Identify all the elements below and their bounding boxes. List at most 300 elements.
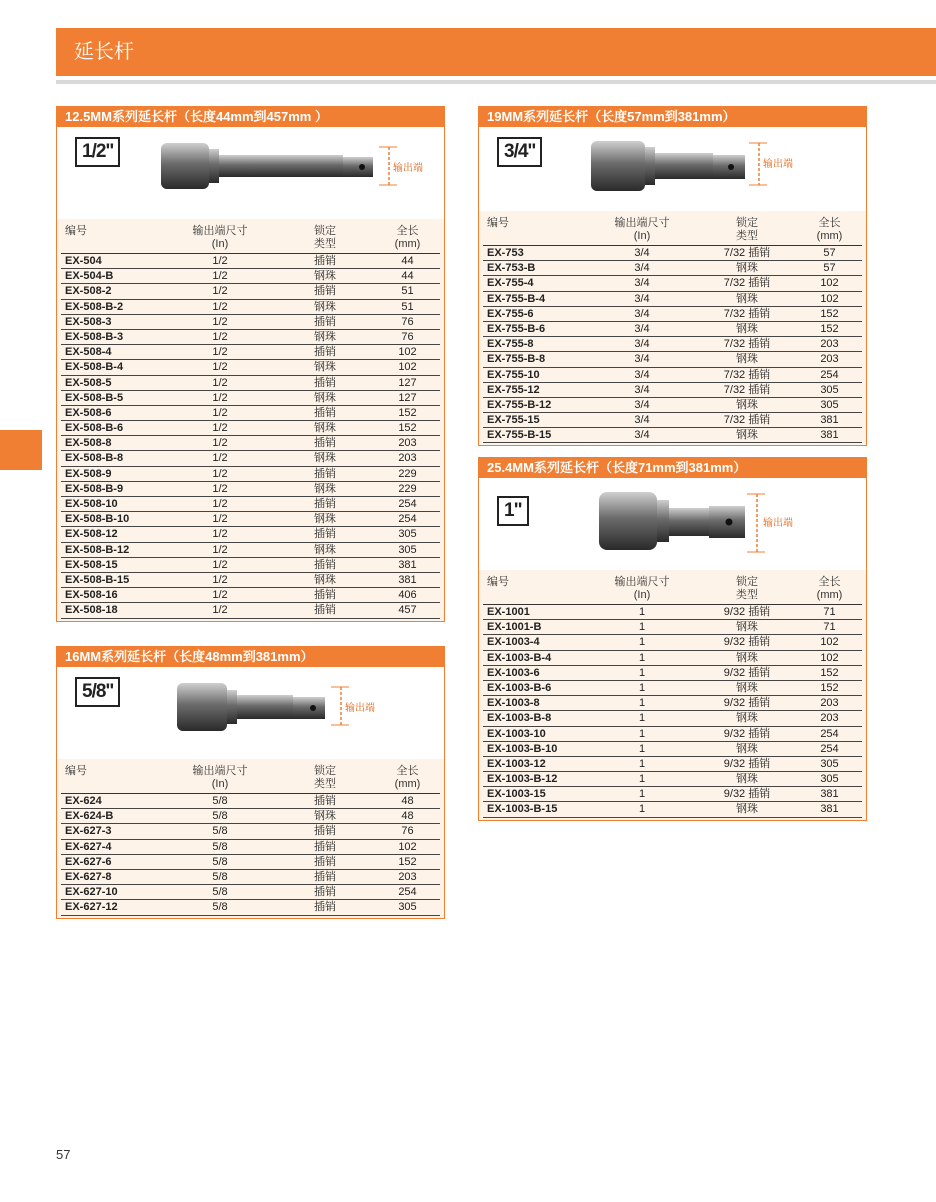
cell-length: 381 bbox=[820, 414, 839, 427]
cell-lock-type: 插销 bbox=[314, 437, 336, 450]
cell-length: 102 bbox=[820, 292, 839, 305]
header-output-size: 输出端尺寸 (In) bbox=[614, 217, 670, 242]
cell-output-size: 1 bbox=[638, 651, 646, 664]
cell-length: 152 bbox=[820, 666, 839, 679]
product-image-area bbox=[57, 127, 444, 219]
table-row bbox=[61, 482, 440, 497]
cell-length: 51 bbox=[401, 285, 414, 298]
cell-code: EX-1003-4 bbox=[487, 636, 540, 649]
cell-code: EX-508-B-2 bbox=[65, 300, 124, 313]
cell-output-size: 1/2 bbox=[212, 285, 228, 298]
cell-code: EX-508-10 bbox=[65, 498, 118, 510]
cell-lock-type: 钢珠 bbox=[314, 300, 336, 313]
cell-output-size: 3/4 bbox=[634, 429, 650, 442]
cell-code: EX-1003-10 bbox=[487, 727, 546, 740]
cell-output-size: 3/4 bbox=[634, 292, 650, 305]
cell-code: EX-624-B bbox=[65, 810, 114, 823]
cell-length: 44 bbox=[401, 270, 414, 283]
cell-length: 254 bbox=[398, 886, 417, 899]
cell-output-size: 3/4 bbox=[634, 247, 650, 259]
table-row bbox=[483, 292, 862, 307]
section-12mm bbox=[56, 106, 445, 622]
cell-output-size: 1/2 bbox=[212, 467, 228, 480]
cell-code: EX-508-15 bbox=[65, 558, 118, 571]
cell-lock-type: 钢珠 bbox=[736, 681, 758, 694]
table-row bbox=[483, 276, 862, 291]
cell-length: 71 bbox=[823, 606, 836, 618]
cell-code: EX-627-3 bbox=[65, 825, 112, 838]
cell-lock-type: 钢珠 bbox=[736, 712, 758, 725]
cell-output-size: 5/8 bbox=[212, 855, 228, 868]
cell-lock-type: 插销 bbox=[314, 255, 336, 267]
cell-length: 381 bbox=[398, 573, 417, 586]
cell-length: 57 bbox=[823, 262, 836, 275]
cell-output-size: 1/2 bbox=[212, 573, 228, 586]
cell-code: EX-508-3 bbox=[65, 315, 112, 328]
cell-code: EX-755-12 bbox=[487, 383, 540, 396]
product-image-area bbox=[479, 127, 866, 211]
spec-table bbox=[479, 211, 866, 445]
cell-code: EX-508-B-5 bbox=[65, 391, 124, 404]
table-row bbox=[483, 307, 862, 322]
header-code: 编号 bbox=[487, 217, 509, 229]
table-row bbox=[61, 376, 440, 391]
cell-code: EX-508-4 bbox=[65, 346, 112, 359]
table-row bbox=[61, 794, 440, 809]
cell-length: 152 bbox=[820, 681, 839, 694]
cell-lock-type: 钢珠 bbox=[314, 573, 336, 586]
cell-code: EX-1003-B-6 bbox=[487, 681, 552, 694]
cell-output-size: 1/2 bbox=[212, 528, 228, 541]
cell-code: EX-755-10 bbox=[487, 368, 540, 381]
cell-output-size: 5/8 bbox=[212, 810, 228, 823]
cell-output-size: 1 bbox=[638, 773, 646, 786]
cell-lock-type: 插销 bbox=[314, 406, 336, 419]
cell-lock-type: 钢珠 bbox=[314, 543, 336, 556]
cell-output-size: 1/2 bbox=[212, 558, 228, 571]
header-output-size: 输出端尺寸 (In) bbox=[192, 765, 248, 790]
cell-length: 127 bbox=[398, 376, 417, 389]
cell-code: EX-508-B-8 bbox=[65, 452, 124, 465]
cell-code: EX-755-8 bbox=[487, 338, 534, 351]
table-row bbox=[61, 497, 440, 512]
cell-code: EX-755-B-12 bbox=[487, 398, 552, 411]
cell-code: EX-755-B-8 bbox=[487, 353, 546, 366]
cell-lock-type: 钢珠 bbox=[314, 422, 336, 435]
table-row bbox=[483, 727, 862, 742]
table-row bbox=[483, 787, 862, 802]
cell-lock-type: 插销 bbox=[314, 315, 336, 328]
cell-lock-type: 插销 bbox=[314, 870, 336, 883]
header-divider bbox=[56, 80, 936, 84]
extension-bar-icon bbox=[587, 129, 867, 201]
output-end-callout: 输出端 bbox=[763, 518, 793, 529]
cell-lock-type: 9/32 插销 bbox=[723, 636, 771, 649]
cell-code: EX-504-B bbox=[65, 270, 114, 283]
cell-output-size: 3/4 bbox=[634, 322, 650, 335]
cell-output-size: 1 bbox=[638, 606, 646, 618]
cell-code: EX-755-6 bbox=[487, 307, 534, 320]
table-row bbox=[61, 284, 440, 299]
cell-lock-type: 9/32 插销 bbox=[723, 606, 771, 618]
table-row bbox=[61, 391, 440, 406]
cell-output-size: 3/4 bbox=[634, 307, 650, 320]
spec-table bbox=[57, 759, 444, 918]
table-row bbox=[483, 352, 862, 367]
cell-output-size: 1 bbox=[638, 757, 646, 770]
extension-bar-icon bbox=[157, 133, 437, 205]
table-header bbox=[61, 225, 440, 254]
header-lock-type: 锁定 类型 bbox=[736, 576, 758, 601]
table-row bbox=[61, 588, 440, 603]
section-25mm bbox=[478, 457, 867, 821]
output-end-callout: 输出端 bbox=[763, 159, 793, 170]
cell-code: EX-508-B-3 bbox=[65, 330, 124, 343]
header-lock-type: 锁定 类型 bbox=[736, 217, 758, 242]
cell-output-size: 3/4 bbox=[634, 262, 650, 275]
cell-length: 203 bbox=[820, 338, 839, 351]
header-length: 全长 (mm) bbox=[816, 217, 843, 242]
cell-output-size: 3/4 bbox=[634, 383, 650, 396]
cell-output-size: 1 bbox=[638, 712, 646, 725]
section-16mm bbox=[56, 646, 445, 919]
cell-code: EX-753 bbox=[487, 247, 524, 259]
cell-lock-type: 7/32 插销 bbox=[723, 383, 771, 396]
cell-code: EX-1003-B-10 bbox=[487, 742, 558, 755]
header-length: 全长 (mm) bbox=[394, 225, 421, 250]
cell-output-size: 1 bbox=[638, 636, 646, 649]
cell-lock-type: 钢珠 bbox=[736, 742, 758, 755]
table-row bbox=[61, 345, 440, 360]
cell-output-size: 1/2 bbox=[212, 589, 228, 602]
cell-length: 305 bbox=[398, 543, 417, 556]
cell-output-size: 1 bbox=[638, 727, 646, 740]
cell-code: EX-1003-12 bbox=[487, 757, 546, 770]
cell-output-size: 1/2 bbox=[212, 255, 228, 267]
drive-size-label: 1/2" bbox=[75, 137, 120, 167]
header-code: 编号 bbox=[487, 576, 509, 588]
cell-length: 203 bbox=[820, 697, 839, 710]
cell-lock-type: 钢珠 bbox=[736, 651, 758, 664]
cell-lock-type: 钢珠 bbox=[314, 361, 336, 374]
cell-code: EX-624 bbox=[65, 795, 102, 807]
table-row bbox=[483, 757, 862, 772]
cell-lock-type: 插销 bbox=[314, 855, 336, 868]
cell-code: EX-1001 bbox=[487, 606, 530, 618]
table-row bbox=[483, 651, 862, 666]
header-lock-type: 锁定 类型 bbox=[314, 225, 336, 250]
cell-length: 76 bbox=[401, 825, 414, 838]
cell-code: EX-627-4 bbox=[65, 840, 112, 853]
cell-output-size: 1 bbox=[638, 666, 646, 679]
table-row bbox=[483, 337, 862, 352]
cell-code: EX-508-18 bbox=[65, 604, 118, 617]
cell-length: 381 bbox=[398, 558, 417, 571]
header-output-size: 输出端尺寸 (In) bbox=[192, 225, 248, 250]
table-row bbox=[61, 885, 440, 900]
cell-output-size: 3/4 bbox=[634, 277, 650, 290]
cell-output-size: 5/8 bbox=[212, 886, 228, 899]
cell-lock-type: 钢珠 bbox=[736, 262, 758, 275]
table-row bbox=[483, 428, 862, 443]
cell-lock-type: 钢珠 bbox=[736, 292, 758, 305]
cell-lock-type: 插销 bbox=[314, 840, 336, 853]
cell-length: 48 bbox=[401, 795, 414, 807]
cell-lock-type: 钢珠 bbox=[736, 353, 758, 366]
cell-length: 152 bbox=[398, 855, 417, 868]
table-row bbox=[483, 413, 862, 428]
cell-length: 102 bbox=[820, 651, 839, 664]
cell-output-size: 1 bbox=[638, 788, 646, 801]
table-row bbox=[61, 330, 440, 345]
cell-length: 381 bbox=[820, 429, 839, 442]
table-row bbox=[61, 573, 440, 588]
cell-lock-type: 插销 bbox=[314, 558, 336, 571]
cell-length: 203 bbox=[820, 353, 839, 366]
cell-lock-type: 钢珠 bbox=[736, 322, 758, 335]
cell-lock-type: 钢珠 bbox=[314, 810, 336, 823]
table-row bbox=[61, 451, 440, 466]
table-row bbox=[61, 870, 440, 885]
cell-output-size: 1/2 bbox=[212, 300, 228, 313]
cell-output-size: 1/2 bbox=[212, 330, 228, 343]
cell-code: EX-1003-8 bbox=[487, 697, 540, 710]
cell-lock-type: 插销 bbox=[314, 467, 336, 480]
table-row bbox=[483, 742, 862, 757]
cell-lock-type: 钢珠 bbox=[314, 330, 336, 343]
cell-length: 71 bbox=[823, 621, 836, 634]
header-output-size: 输出端尺寸 (In) bbox=[614, 576, 670, 601]
cell-code: EX-755-B-15 bbox=[487, 429, 552, 442]
table-row bbox=[483, 368, 862, 383]
cell-output-size: 5/8 bbox=[212, 825, 228, 838]
cell-output-size: 5/8 bbox=[212, 901, 228, 914]
cell-lock-type: 9/32 插销 bbox=[723, 788, 771, 801]
cell-length: 229 bbox=[398, 467, 417, 480]
cell-length: 102 bbox=[398, 361, 417, 374]
cell-code: EX-1003-B-8 bbox=[487, 712, 552, 725]
cell-length: 406 bbox=[398, 589, 417, 602]
cell-lock-type: 9/32 插销 bbox=[723, 666, 771, 679]
cell-output-size: 5/8 bbox=[212, 870, 228, 883]
cell-lock-type: 插销 bbox=[314, 346, 336, 359]
cell-output-size: 3/4 bbox=[634, 368, 650, 381]
cell-code: EX-508-B-4 bbox=[65, 361, 124, 374]
spec-table bbox=[479, 570, 866, 820]
cell-output-size: 1/2 bbox=[212, 406, 228, 419]
cell-lock-type: 插销 bbox=[314, 376, 336, 389]
section-title: 25.4MM系列延长杆（长度71mm到381mm） bbox=[479, 458, 866, 478]
cell-length: 76 bbox=[401, 315, 414, 328]
cell-length: 152 bbox=[398, 422, 417, 435]
cell-length: 203 bbox=[398, 452, 417, 465]
cell-output-size: 1/2 bbox=[212, 437, 228, 450]
table-row bbox=[483, 620, 862, 635]
cell-length: 102 bbox=[398, 840, 417, 853]
cell-length: 457 bbox=[398, 604, 417, 617]
cell-lock-type: 钢珠 bbox=[736, 429, 758, 442]
table-row bbox=[483, 711, 862, 726]
table-row bbox=[483, 246, 862, 261]
cell-length: 57 bbox=[823, 247, 836, 259]
section-title: 16MM系列延长杆（长度48mm到381mm） bbox=[57, 647, 444, 667]
drive-size-label: 1" bbox=[497, 496, 529, 526]
cell-lock-type: 插销 bbox=[314, 604, 336, 617]
table-header bbox=[61, 765, 440, 794]
cell-lock-type: 7/32 插销 bbox=[723, 368, 771, 381]
cell-output-size: 5/8 bbox=[212, 795, 228, 807]
table-row bbox=[483, 605, 862, 620]
cell-code: EX-1003-B-12 bbox=[487, 773, 558, 786]
table-row bbox=[61, 467, 440, 482]
cell-code: EX-753-B bbox=[487, 262, 536, 275]
cell-output-size: 1 bbox=[638, 681, 646, 694]
cell-length: 102 bbox=[820, 277, 839, 290]
cell-lock-type: 插销 bbox=[314, 498, 336, 510]
cell-output-size: 1 bbox=[638, 742, 646, 755]
cell-lock-type: 插销 bbox=[314, 285, 336, 298]
spec-table bbox=[57, 219, 444, 621]
table-row bbox=[61, 855, 440, 870]
section-19mm bbox=[478, 106, 867, 446]
cell-output-size: 1 bbox=[638, 697, 646, 710]
cell-code: EX-1003-6 bbox=[487, 666, 540, 679]
cell-length: 203 bbox=[398, 870, 417, 883]
table-row bbox=[61, 254, 440, 269]
table-row bbox=[61, 512, 440, 527]
cell-code: EX-627-12 bbox=[65, 901, 118, 914]
cell-output-size: 1/2 bbox=[212, 513, 228, 526]
table-row bbox=[61, 527, 440, 542]
table-row bbox=[483, 635, 862, 650]
cell-code: EX-1001-B bbox=[487, 621, 542, 634]
table-row bbox=[483, 383, 862, 398]
cell-lock-type: 插销 bbox=[314, 901, 336, 914]
cell-code: EX-508-6 bbox=[65, 406, 112, 419]
cell-code: EX-1003-15 bbox=[487, 788, 546, 801]
product-image-area bbox=[479, 478, 866, 570]
header-length: 全长 (mm) bbox=[816, 576, 843, 601]
cell-output-size: 1 bbox=[638, 803, 646, 816]
cell-code: EX-508-5 bbox=[65, 376, 112, 389]
cell-output-size: 3/4 bbox=[634, 338, 650, 351]
cell-code: EX-508-9 bbox=[65, 467, 112, 480]
cell-length: 305 bbox=[398, 528, 417, 541]
cell-code: EX-508-12 bbox=[65, 528, 118, 541]
table-row bbox=[483, 322, 862, 337]
cell-output-size: 1/2 bbox=[212, 361, 228, 374]
section-title: 19MM系列延长杆（长度57mm到381mm） bbox=[479, 107, 866, 127]
cell-lock-type: 钢珠 bbox=[314, 513, 336, 526]
cell-code: EX-755-B-4 bbox=[487, 292, 546, 305]
cell-lock-type: 钢珠 bbox=[314, 452, 336, 465]
cell-output-size: 1/2 bbox=[212, 482, 228, 495]
table-row bbox=[61, 300, 440, 315]
cell-length: 305 bbox=[820, 757, 839, 770]
drive-size-label: 5/8" bbox=[75, 677, 120, 707]
header-code: 编号 bbox=[65, 765, 87, 777]
cell-lock-type: 插销 bbox=[314, 795, 336, 807]
table-header bbox=[483, 217, 862, 246]
cell-lock-type: 插销 bbox=[314, 886, 336, 899]
output-end-callout: 输出端 bbox=[393, 163, 423, 174]
cell-lock-type: 7/32 插销 bbox=[723, 338, 771, 351]
cell-code: EX-508-B-10 bbox=[65, 513, 130, 526]
table-row bbox=[61, 315, 440, 330]
cell-code: EX-755-4 bbox=[487, 277, 534, 290]
cell-lock-type: 插销 bbox=[314, 528, 336, 541]
table-row bbox=[61, 900, 440, 915]
cell-lock-type: 钢珠 bbox=[736, 398, 758, 411]
cell-length: 102 bbox=[398, 346, 417, 359]
section-title: 12.5MM系列延长杆（长度44mm到457mm ） bbox=[57, 107, 444, 127]
extension-bar-icon bbox=[595, 482, 875, 564]
cell-code: EX-627-6 bbox=[65, 855, 112, 868]
cell-code: EX-508-B-9 bbox=[65, 482, 124, 495]
table-row bbox=[61, 269, 440, 284]
cell-code: EX-627-10 bbox=[65, 886, 118, 899]
page-title: 延长杆 bbox=[56, 28, 936, 76]
table-row bbox=[61, 558, 440, 573]
cell-output-size: 1/2 bbox=[212, 452, 228, 465]
cell-lock-type: 插销 bbox=[314, 589, 336, 602]
extension-bar-icon bbox=[173, 673, 453, 745]
cell-length: 305 bbox=[398, 901, 417, 914]
cell-lock-type: 插销 bbox=[314, 825, 336, 838]
header-lock-type: 锁定 类型 bbox=[314, 765, 336, 790]
product-image-area bbox=[57, 667, 444, 759]
cell-lock-type: 7/32 插销 bbox=[723, 414, 771, 427]
cell-length: 127 bbox=[398, 391, 417, 404]
cell-code: EX-508-B-15 bbox=[65, 573, 130, 586]
cell-length: 44 bbox=[401, 255, 414, 267]
cell-code: EX-508-16 bbox=[65, 589, 118, 602]
cell-lock-type: 钢珠 bbox=[736, 621, 758, 634]
cell-length: 305 bbox=[820, 773, 839, 786]
cell-length: 102 bbox=[820, 636, 839, 649]
table-row bbox=[61, 543, 440, 558]
cell-code: EX-627-8 bbox=[65, 870, 112, 883]
cell-output-size: 1/2 bbox=[212, 376, 228, 389]
cell-code: EX-504 bbox=[65, 255, 102, 267]
cell-lock-type: 9/32 插销 bbox=[723, 697, 771, 710]
cell-output-size: 1/2 bbox=[212, 391, 228, 404]
cell-length: 381 bbox=[820, 803, 839, 816]
table-row bbox=[483, 681, 862, 696]
cell-output-size: 1/2 bbox=[212, 604, 228, 617]
table-row bbox=[483, 802, 862, 817]
cell-length: 254 bbox=[820, 742, 839, 755]
table-row bbox=[61, 421, 440, 436]
cell-code: EX-508-8 bbox=[65, 437, 112, 450]
output-end-callout: 输出端 bbox=[345, 703, 375, 714]
cell-output-size: 1/2 bbox=[212, 543, 228, 556]
cell-output-size: 3/4 bbox=[634, 353, 650, 366]
cell-lock-type: 7/32 插销 bbox=[723, 247, 771, 259]
header-code: 编号 bbox=[65, 225, 87, 237]
cell-lock-type: 9/32 插销 bbox=[723, 727, 771, 740]
cell-lock-type: 钢珠 bbox=[314, 270, 336, 283]
cell-length: 254 bbox=[398, 498, 417, 510]
cell-output-size: 1/2 bbox=[212, 422, 228, 435]
table-header bbox=[483, 576, 862, 605]
cell-length: 254 bbox=[398, 513, 417, 526]
cell-output-size: 1/2 bbox=[212, 346, 228, 359]
table-row bbox=[483, 666, 862, 681]
table-row bbox=[483, 261, 862, 276]
side-tab-marker bbox=[0, 430, 42, 470]
cell-code: EX-508-2 bbox=[65, 285, 112, 298]
